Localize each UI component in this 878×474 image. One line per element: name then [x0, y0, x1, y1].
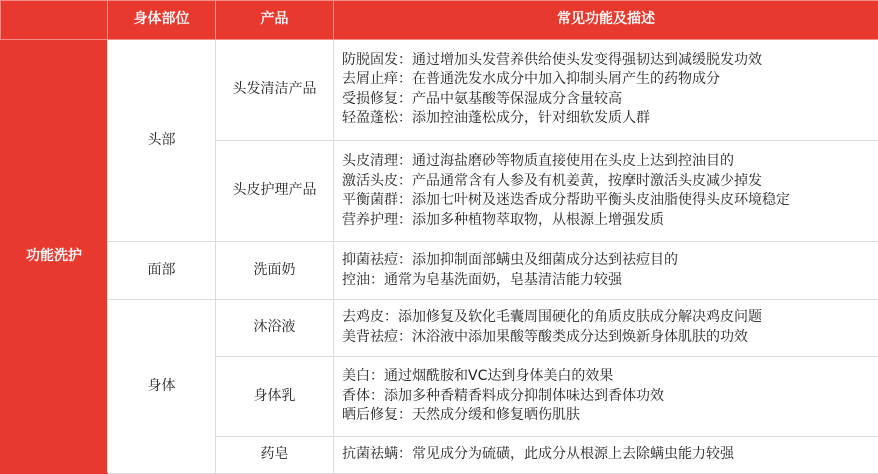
body-part-cell: 头部 [108, 40, 216, 242]
description-cell [334, 436, 878, 473]
description-line: 美背祛痘：沐浴液中添加果酸等酸类成分达到焕新身体肌肤的功效 [342, 328, 748, 345]
description-line: 晒后修复：天然成分缓和修复晒伤肌肤 [342, 407, 580, 424]
body-part-cell: 面部 [108, 242, 216, 299]
header-product: 产品 [216, 1, 334, 40]
table-header-row [1, 1, 878, 40]
description-line: 美白：通过烟酰胺和VC达到身体美白的效果 [342, 368, 614, 385]
description-line: 去屑止痒：在普通洗发水成分中加入抑制头屑产生的药物成分 [342, 71, 720, 88]
description-line: 受损修复：产品中氨基酸等保湿成分含量较高 [342, 90, 622, 107]
description-line: 香体：添加多种香精香料成分抑制体味达到香体功效 [342, 387, 664, 404]
table-row [1, 242, 878, 299]
description-line: 头皮清理：通过海盐磨砂等物质直接使用在头皮上达到控油目的 [342, 153, 734, 170]
description-line: 去鸡皮：添加修复及软化毛囊周围硬化的角质皮肤成分解决鸡皮问题 [342, 309, 762, 326]
body-part-cell: 身体 [108, 299, 216, 473]
description-cell [334, 357, 878, 437]
description-line: 平衡菌群：添加七叶树及迷迭香成分帮助平衡头皮油脂使得头皮环境稳定 [342, 192, 790, 209]
description-line: 抑菌祛痘：添加抑制面部螨虫及细菌成分达到祛痘目的 [342, 252, 678, 269]
description-line: 轻盈蓬松：添加控油蓬松成分，针对细软发质人群 [342, 110, 650, 127]
header-category [1, 1, 108, 40]
description-line: 营养护理：添加多种植物萃取物，从根源上增强发质 [342, 211, 664, 228]
description-line: 激活头皮：产品通常含有人参及有机姜黄，按摩时激活头皮减少掉发 [342, 172, 762, 189]
product-cell: 头皮护理产品 [216, 140, 334, 242]
description-cell [334, 140, 878, 242]
description-line: 控油：通常为皂基洗面奶，皂基清洁能力较强 [342, 271, 622, 288]
description-cell [334, 40, 878, 141]
category-cell: 功能洗护 [1, 40, 108, 474]
product-cell: 药皂 [216, 436, 334, 473]
product-cell: 身体乳 [216, 357, 334, 437]
table-row [1, 299, 878, 356]
product-cell: 洗面奶 [216, 242, 334, 299]
product-cell: 沐浴液 [216, 299, 334, 356]
header-description: 常见功能及描述 [334, 1, 878, 40]
description-line: 防脱固发：通过增加头发营养供给使头发变得强韧达到减缓脱发功效 [342, 51, 762, 68]
description-cell [334, 242, 878, 299]
table-row [1, 40, 878, 141]
product-cell: 头发清洁产品 [216, 40, 334, 141]
description-cell [334, 299, 878, 356]
description-line: 抗菌祛螨：常见成分为硫磺，此成分从根源上去除螨虫能力较强 [342, 446, 734, 463]
header-body-part: 身体部位 [108, 1, 216, 40]
